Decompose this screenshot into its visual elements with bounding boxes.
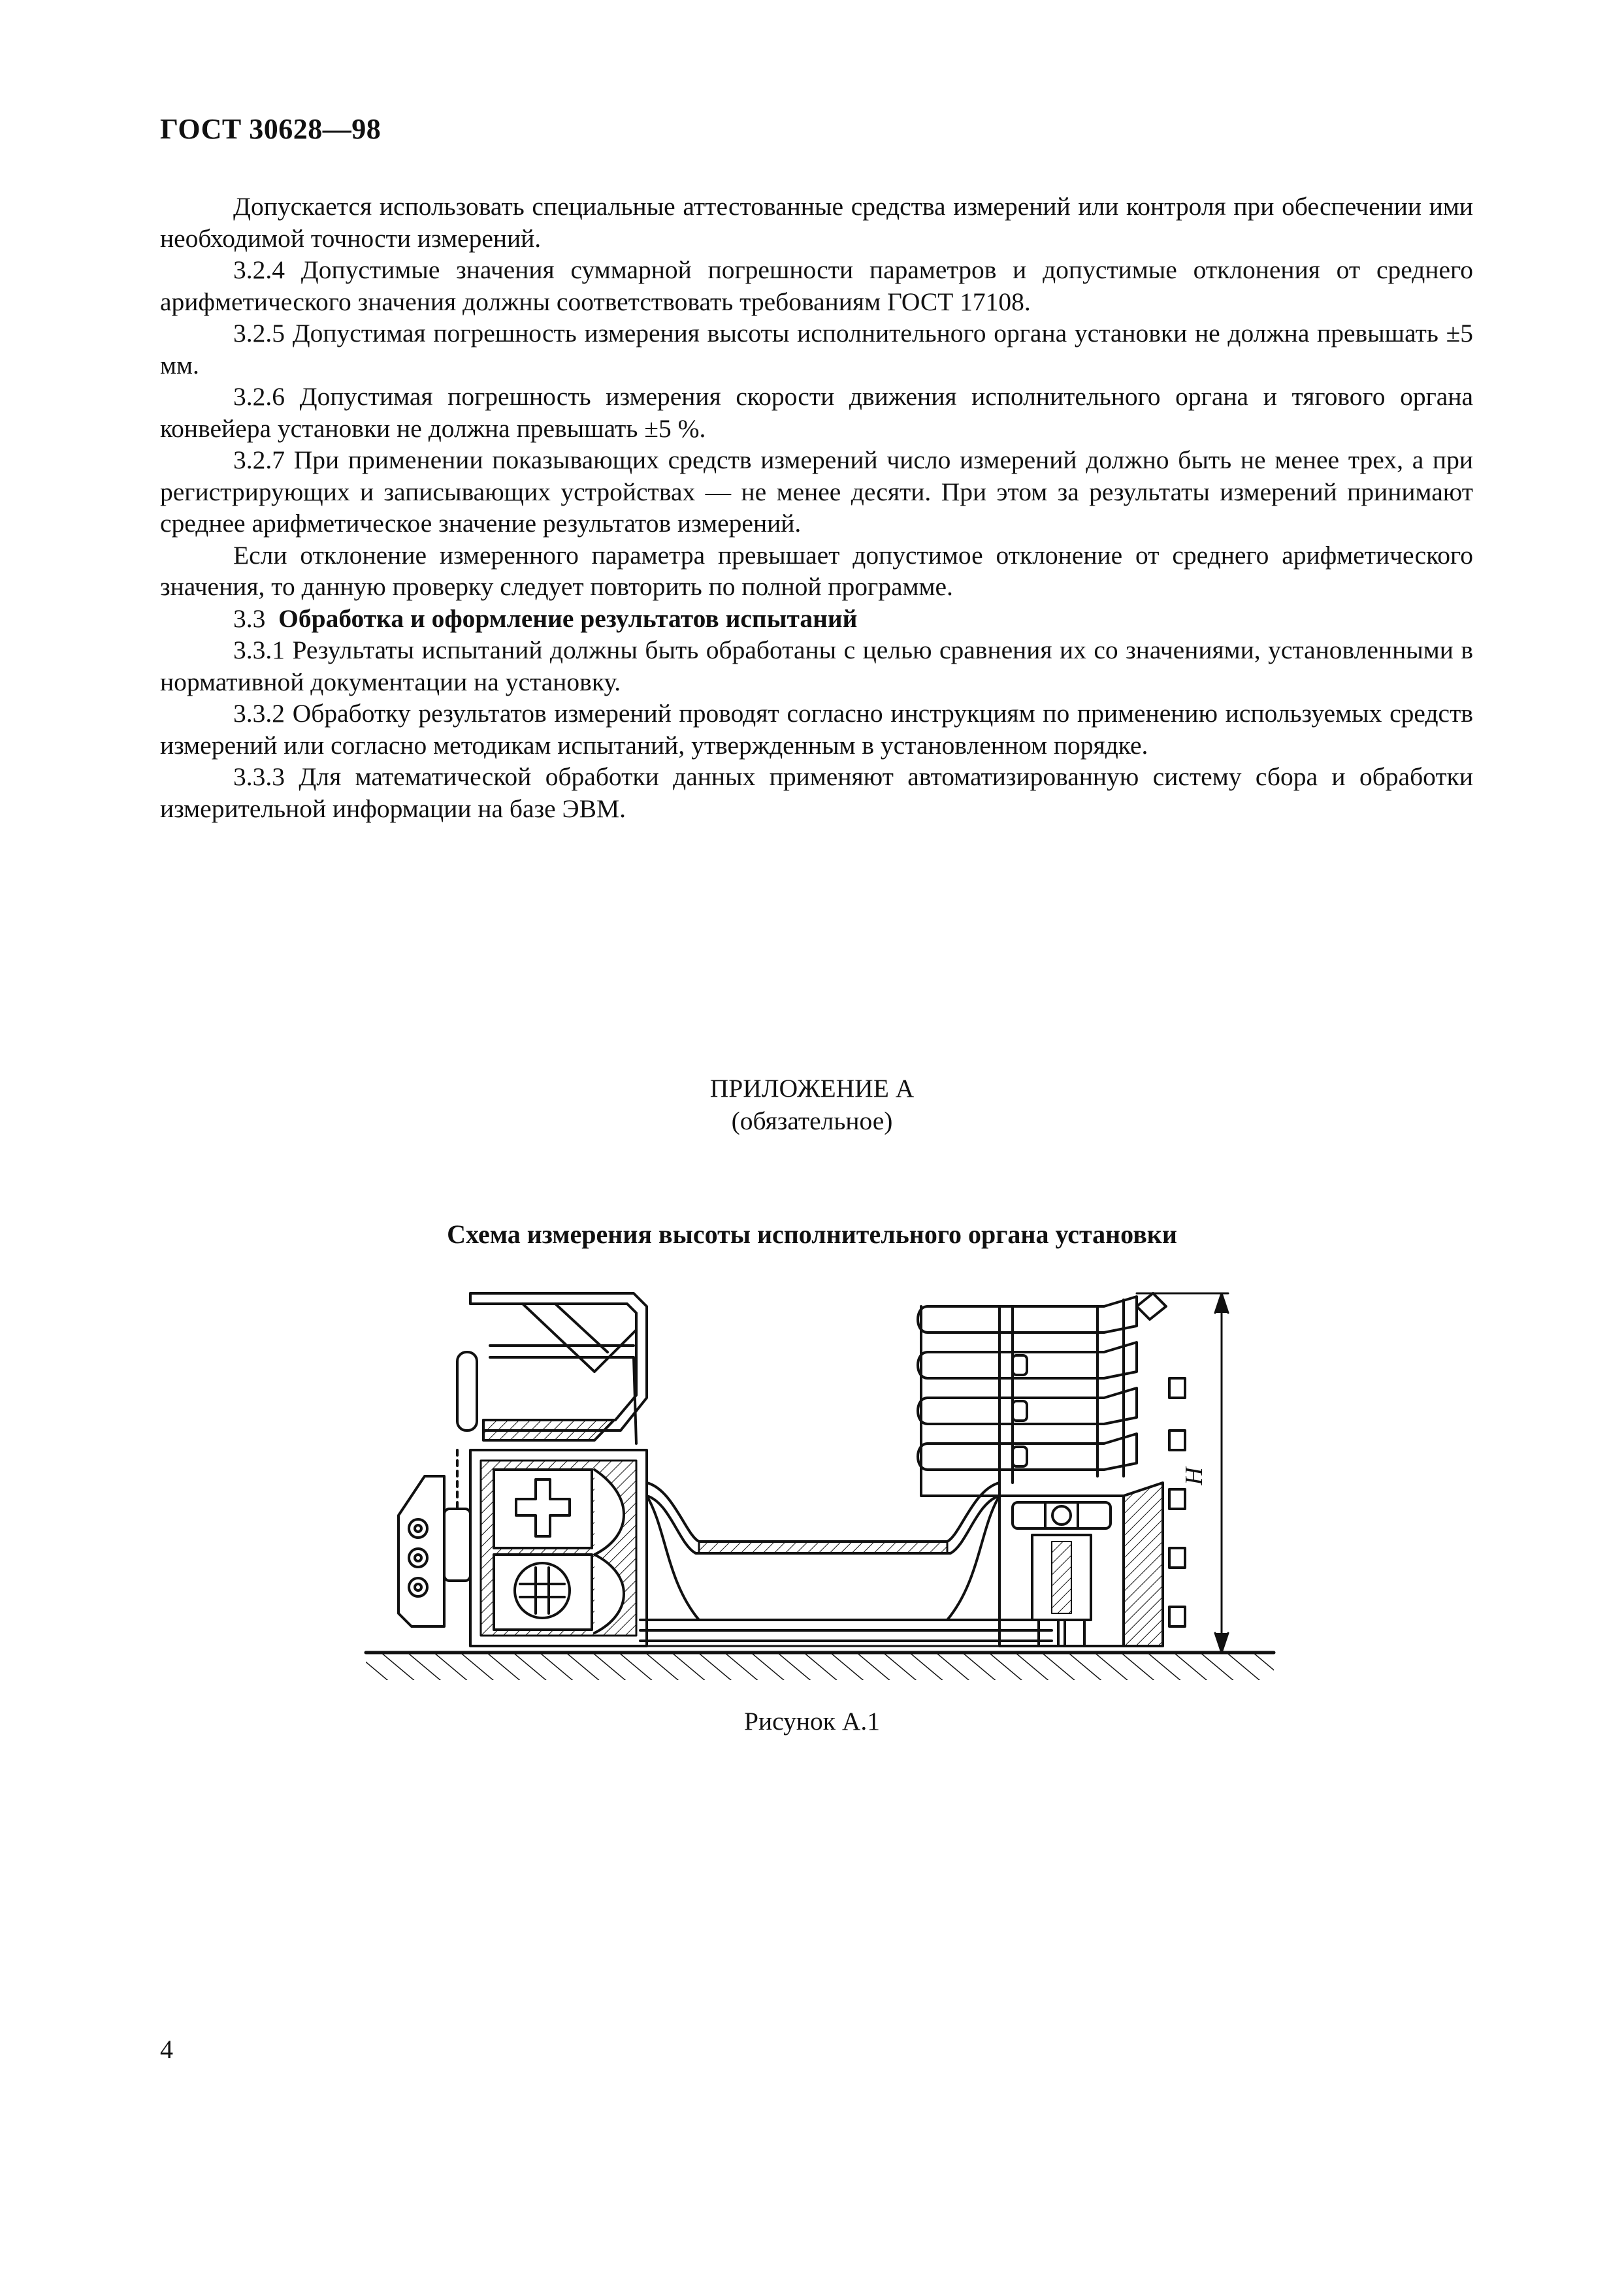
paragraph-3-3-3: 3.3.3 Для математической обработки данных применяют автоматизированную систему сбора и обработки измерительной информации на базе ЭВМ. (160, 762, 1473, 823)
document-body (160, 191, 1473, 824)
section-number: 3.3 (233, 604, 266, 633)
installation-scheme-svg (359, 1280, 1300, 1698)
paragraph: Допускается использовать специальные аттестованные средства измерений или контроля при обеспечении ими необходимой точности измерений. (160, 192, 1473, 253)
appendix-status: (обязательное) (731, 1107, 893, 1135)
left-bracket (398, 1450, 470, 1626)
paragraph: Если отклонение измеренного параметра превышает допустимое отклонение от среднего арифметического значения, то данную проверку следует повторить по полной программе. (160, 540, 1473, 601)
ground-line (366, 1653, 1274, 1680)
left-frame-block (470, 1450, 647, 1646)
left-upper-housing (457, 1293, 647, 1444)
figure-a1-drawing (359, 1280, 1300, 1698)
figure-title: Схема измерения высоты исполнительного органа установки (447, 1220, 1177, 1249)
document-code-header: ГОСТ 30628—98 (160, 113, 382, 145)
figure-caption: Рисунок А.1 (744, 1707, 880, 1736)
paragraph-3-2-4: 3.2.4 Допустимые значения суммарной погрешности параметров и допустимые отклонения от среднего арифметического значения должны соответствовать требованиям ГОСТ 17108. (160, 255, 1473, 316)
paragraph-3-2-7: 3.2.7 При применении показывающих средств измерений число измерений должно быть не менее трех, а при регистрирующих и записывающих устройствах — не менее десяти. При этом за результаты измерений принимают среднее арифметическое значение результатов измерений. (160, 445, 1473, 538)
appendix-title: ПРИЛОЖЕНИЕ А (709, 1074, 915, 1103)
paragraph-3-3-2: 3.3.2 Обработку результатов измерений проводят согласно инструкциям по применению используемых средств измерений или согласно методикам испытаний, утвержденным в установленном порядке. (160, 699, 1473, 760)
right-stacked-supports (918, 1297, 1137, 1496)
dimension-label: H (1180, 1467, 1208, 1485)
paragraph-3-2-5: 3.2.5 Допустимая погрешность измерения высоты исполнительного органа установки не должна превышать ±5 мм. (160, 319, 1473, 380)
paragraph-3-3-1: 3.3.1 Результаты испытаний должны быть обработаны с целью сравнения их со значениями, установленными в нормативной документации на установку. (160, 636, 1473, 696)
section-title: Обработка и оформление результатов испытаний (278, 604, 858, 633)
page-number: 4 (160, 2035, 173, 2064)
section-heading-3-3 (160, 603, 1473, 635)
central-trough (640, 1483, 1052, 1646)
paragraph-3-2-6: 3.2.6 Допустимая погрешность измерения скорости движения исполнительного органа и тягового органа конвейера установки не должна превышать ±5 %. (160, 382, 1473, 443)
